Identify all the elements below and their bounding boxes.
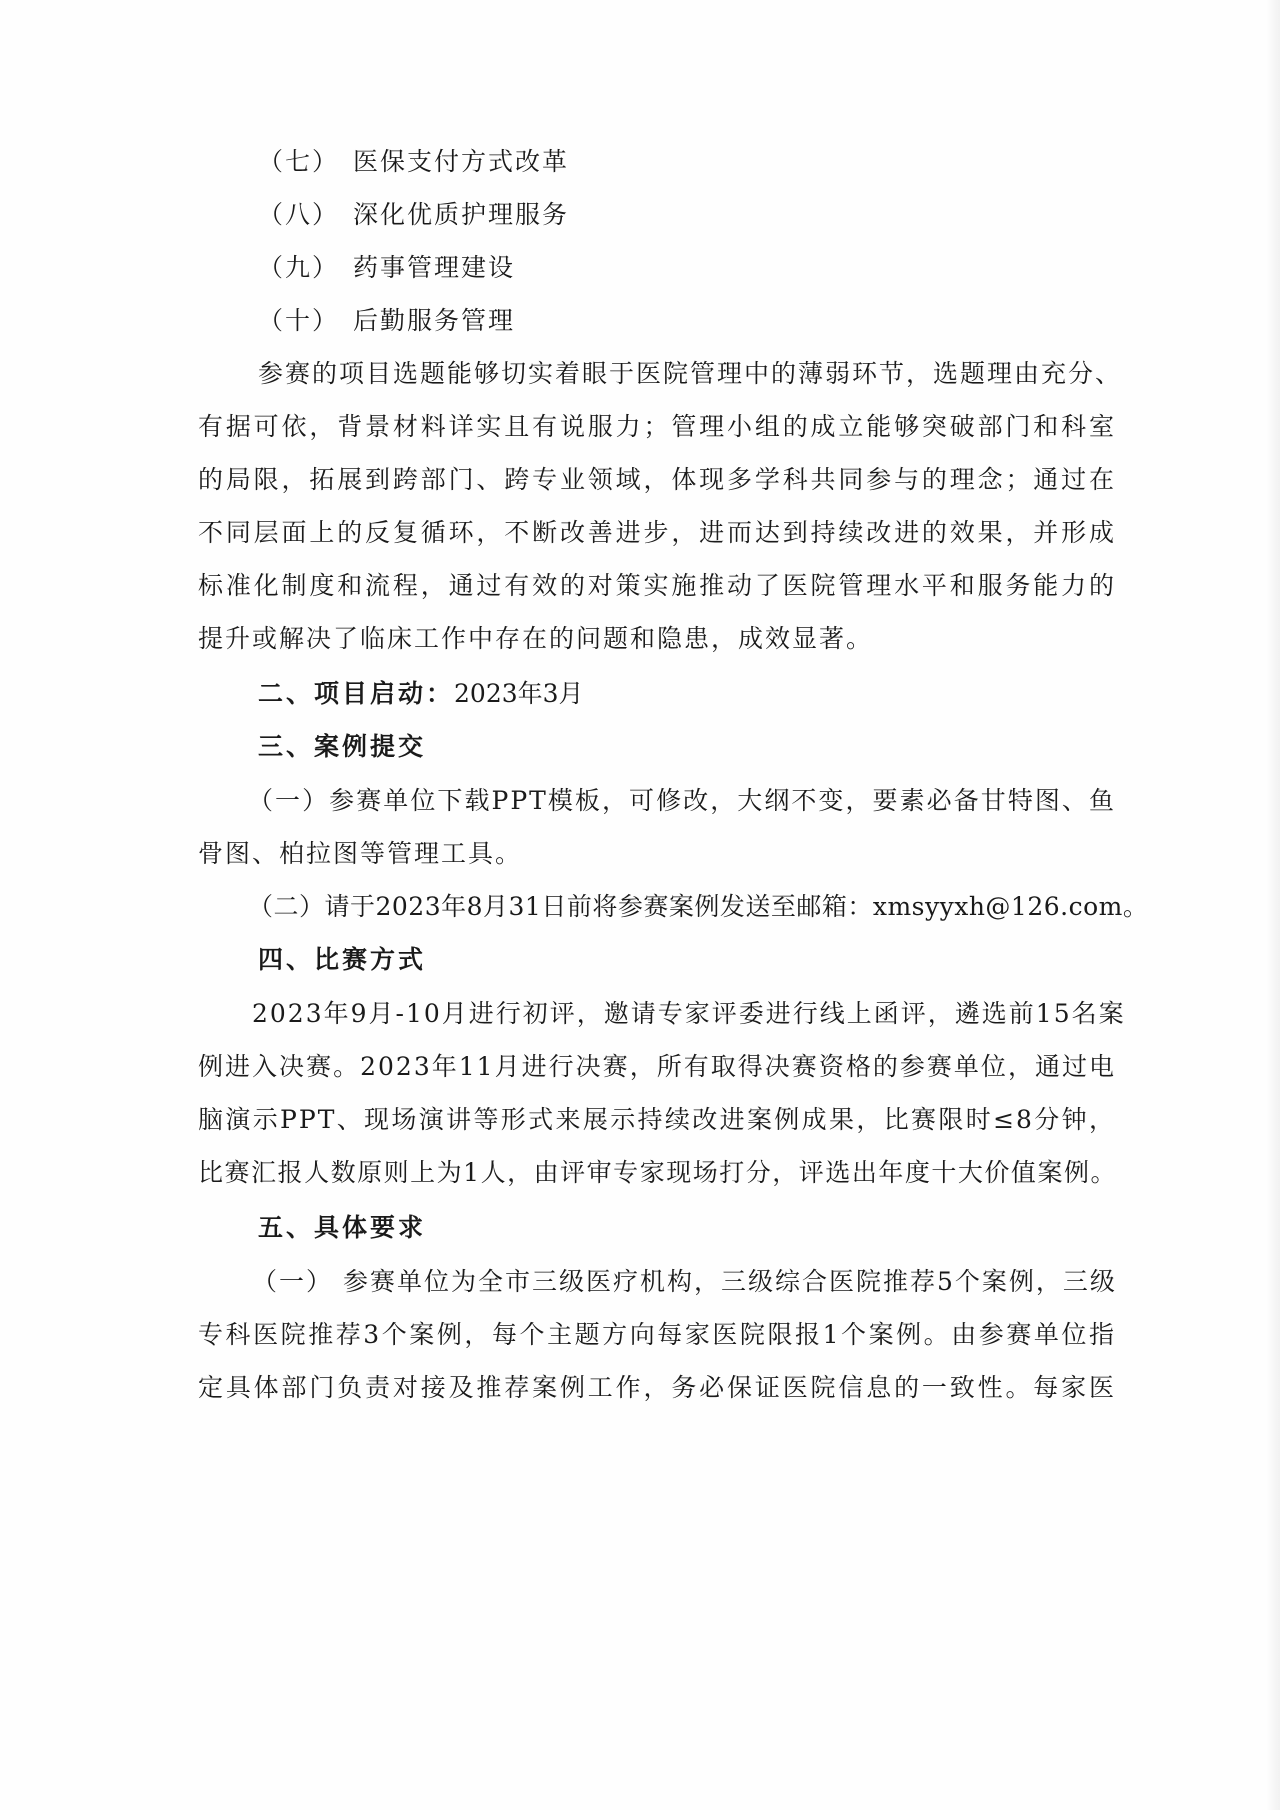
para1-line: 不同层面上的反复循环，不断改善进步，进而达到持续改进的效果，并形成 xyxy=(198,518,1116,547)
item-prefix: （十） xyxy=(258,306,340,335)
item-text: 后勤服务管理 xyxy=(353,306,516,335)
item-text: 医保支付方式改革 xyxy=(353,147,570,176)
para1-line: 有据可依，背景材料详实且有说服力；管理小组的成立能够突破部门和科室 xyxy=(198,412,1116,441)
section-heading-specific-requirements: 五、具体要求 xyxy=(258,1213,427,1242)
s3-item1-line: （一）参赛单位下载PPT模板，可修改，大纲不变，要素必备甘特图、鱼 xyxy=(248,786,1116,815)
s3-item2-line: （二）请于2023年8月31日前将参赛案例发送至邮箱：xmsyyxh@126.com。 xyxy=(248,892,1149,921)
section-label: 二、项目启动： xyxy=(258,679,455,708)
item-prefix: （八） xyxy=(258,200,340,229)
para1-line: 参赛的项目选题能够切实着眼于医院管理中的薄弱环节，选题理由充分、 xyxy=(258,359,1123,388)
list-item-8 xyxy=(258,199,569,231)
item-text: 药事管理建设 xyxy=(353,253,516,282)
section-value: 2023年3月 xyxy=(454,679,584,708)
item-prefix: （九） xyxy=(258,253,340,282)
para5-line: （一） 参赛单位为全市三级医疗机构，三级综合医院推荐5个案例，三级 xyxy=(252,1267,1117,1296)
para5-line: 定具体部门负责对接及推荐案例工作，务必保证医院信息的一致性。每家医 xyxy=(198,1373,1116,1402)
para1-line: 提升或解决了临床工作中存在的问题和隐患，成效显著。 xyxy=(198,624,874,653)
list-item-10 xyxy=(258,305,515,337)
para4-line: 脑演示PPT、现场演讲等形式来展示持续改进案例成果，比赛限时≤8分钟， xyxy=(198,1105,1116,1134)
para1-line: 标准化制度和流程，通过有效的对策实施推动了医院管理水平和服务能力的 xyxy=(198,571,1116,600)
list-item-9 xyxy=(258,252,515,284)
para4-line: 2023年9月-10月进行初评，邀请专家评委进行线上函评，遴选前15名案 xyxy=(252,999,1126,1028)
section-heading-project-start xyxy=(258,678,584,710)
list-item-7 xyxy=(258,146,569,178)
para4-line: 比赛汇报人数原则上为1人，由评审专家现场打分，评选出年度十大价值案例。 xyxy=(198,1158,1116,1187)
item-prefix: （七） xyxy=(258,147,340,176)
section-heading-competition-format: 四、比赛方式 xyxy=(258,945,427,974)
para1-line: 的局限，拓展到跨部门、跨专业领域，体现多学科共同参与的理念；通过在 xyxy=(198,465,1116,494)
para4-line: 例进入决赛。2023年11月进行决赛，所有取得决赛资格的参赛单位，通过电 xyxy=(198,1052,1116,1081)
para5-line: 专科医院推荐3个案例，每个主题方向每家医院限报1个案例。由参赛单位指 xyxy=(198,1320,1116,1349)
s3-item1-line: 骨图、柏拉图等管理工具。 xyxy=(198,839,523,868)
section-heading-case-submission: 三、案例提交 xyxy=(258,732,427,761)
scan-edge-shadow xyxy=(1266,0,1280,1810)
item-text: 深化优质护理服务 xyxy=(353,200,570,229)
